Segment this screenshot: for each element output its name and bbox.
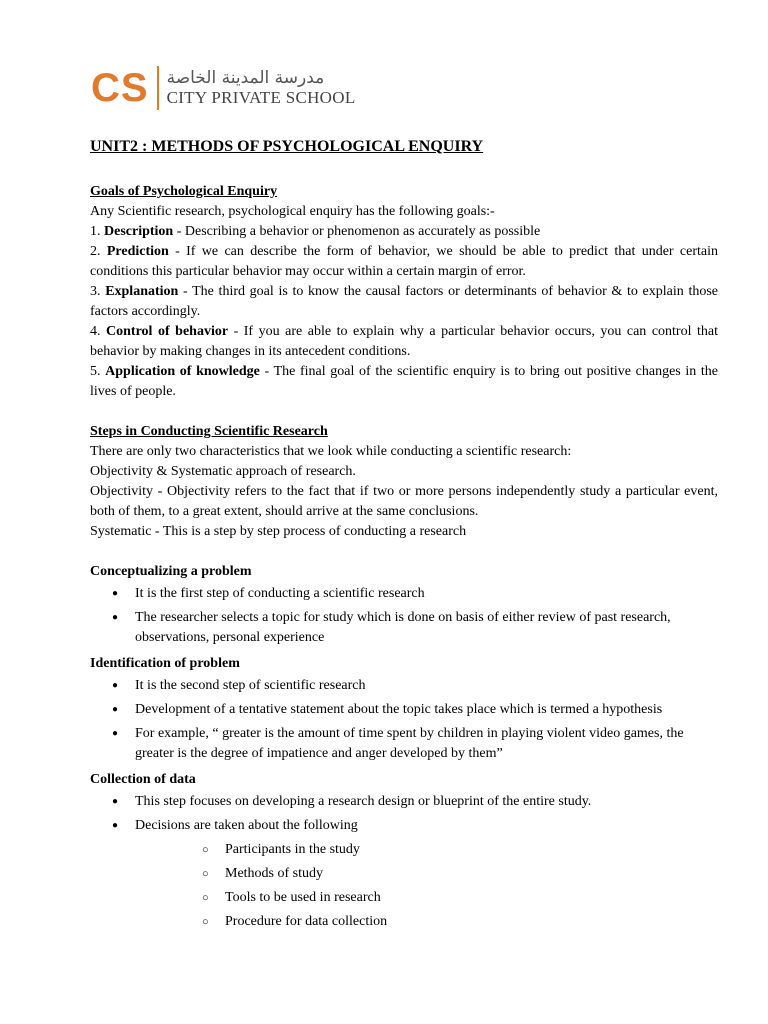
goal-text: - The third goal is to know the causal factors or determinants of behavior & to explain those factors accordingly.: [90, 284, 718, 319]
goal-number: 5.: [90, 364, 106, 379]
school-logo-mark: CS: [91, 66, 149, 110]
goal-item: [90, 362, 718, 402]
goals-intro: Any Scientific research, psychological enquiry has the following goals:-: [90, 204, 495, 219]
goal-number: 3.: [90, 284, 106, 299]
conceptualizing-heading: Conceptualizing a problem: [90, 564, 252, 579]
list-item-text: Decisions are taken about the following: [135, 818, 358, 833]
list-item: ● The researcher selects a topic for study which is done on basis of either review of past research, observations, personal experience: [90, 608, 718, 648]
list-item: [90, 816, 718, 932]
goal-text: - If you are able to explain why a particular behavior occurs, you can control that behavior by making changes in its antecedent conditions.: [90, 324, 718, 359]
sub-list-item: ○ Methods of study: [135, 864, 718, 884]
goal-text: - The final goal of the scientific enquiry is to bring out positive changes in the lives of people.: [90, 364, 718, 399]
spacer: [90, 542, 718, 562]
sub-list-item: ○ Tools to be used in research: [135, 888, 718, 908]
list-item: ● It is the second step of scientific research: [90, 676, 718, 696]
goal-number: 4.: [90, 324, 107, 339]
list-item: ● For example, “ greater is the amount of time spent by children in playing violent video games, the greater is the degree of impatience and anger developed by them”: [90, 724, 718, 764]
goal-term: Application of knowledge: [105, 364, 260, 379]
goal-text: - Describing a behavior or phenomenon as accurately as possible: [173, 224, 541, 239]
spacer: [90, 402, 718, 422]
conceptualizing-list: [90, 584, 718, 648]
logo-divider: [157, 66, 159, 110]
goal-term: Description: [104, 224, 174, 239]
goal-term: Control of behavior: [106, 324, 229, 339]
goal-text: - If we can describe the form of behavior, we should be able to predict that under certain conditions this particular behavior may occur within a certain margin of error.: [90, 244, 719, 279]
collection-heading: Collection of data: [90, 772, 196, 787]
goal-item: [90, 242, 718, 282]
goals-heading: Goals of Psychological Enquiry: [90, 184, 278, 199]
school-name-arabic: مدرسة المدينة الخاصة: [166, 68, 325, 88]
school-header: [91, 64, 356, 112]
goal-term: Explanation: [105, 284, 179, 299]
goal-number: 2.: [90, 244, 107, 259]
steps-line: Objectivity - Objectivity refers to the fact that if two or more persons independently study a particular event, both of them, to a great extent, should arrive at the same conclusions.: [90, 484, 718, 519]
goal-number: 1.: [90, 224, 104, 239]
identification-heading: Identification of problem: [90, 656, 240, 671]
steps-line: There are only two characteristics that we look while conducting a scientific research:: [90, 444, 572, 459]
collection-sub-list: [135, 840, 718, 932]
goal-item: [90, 322, 718, 362]
sub-list-item: ○ Procedure for data collection: [135, 912, 718, 932]
list-item: ● Development of a tentative statement about the topic takes place which is termed a hypothesis: [90, 700, 718, 720]
steps-line: Objectivity & Systematic approach of research.: [90, 464, 356, 479]
goal-item: [90, 222, 718, 242]
list-item: ● This step focuses on developing a research design or blueprint of the entire study.: [90, 792, 718, 812]
goal-term: Prediction: [106, 244, 169, 259]
steps-line: Systematic - This is a step by step process of conducting a research: [90, 524, 467, 539]
identification-list: [90, 676, 718, 764]
goal-item: [90, 282, 718, 322]
list-item: ● It is the first step of conducting a scientific research: [90, 584, 718, 604]
collection-list: [90, 792, 718, 932]
school-name-english: CITY PRIVATE SCHOOL: [166, 88, 356, 107]
page-title: UNIT2 : METHODS OF PSYCHOLOGICAL ENQUIRY: [90, 138, 484, 155]
steps-heading: Steps in Conducting Scientific Research: [90, 424, 328, 439]
school-name: [167, 68, 356, 108]
sub-list-item: ○ Participants in the study: [135, 840, 718, 860]
document-body: [90, 136, 718, 936]
